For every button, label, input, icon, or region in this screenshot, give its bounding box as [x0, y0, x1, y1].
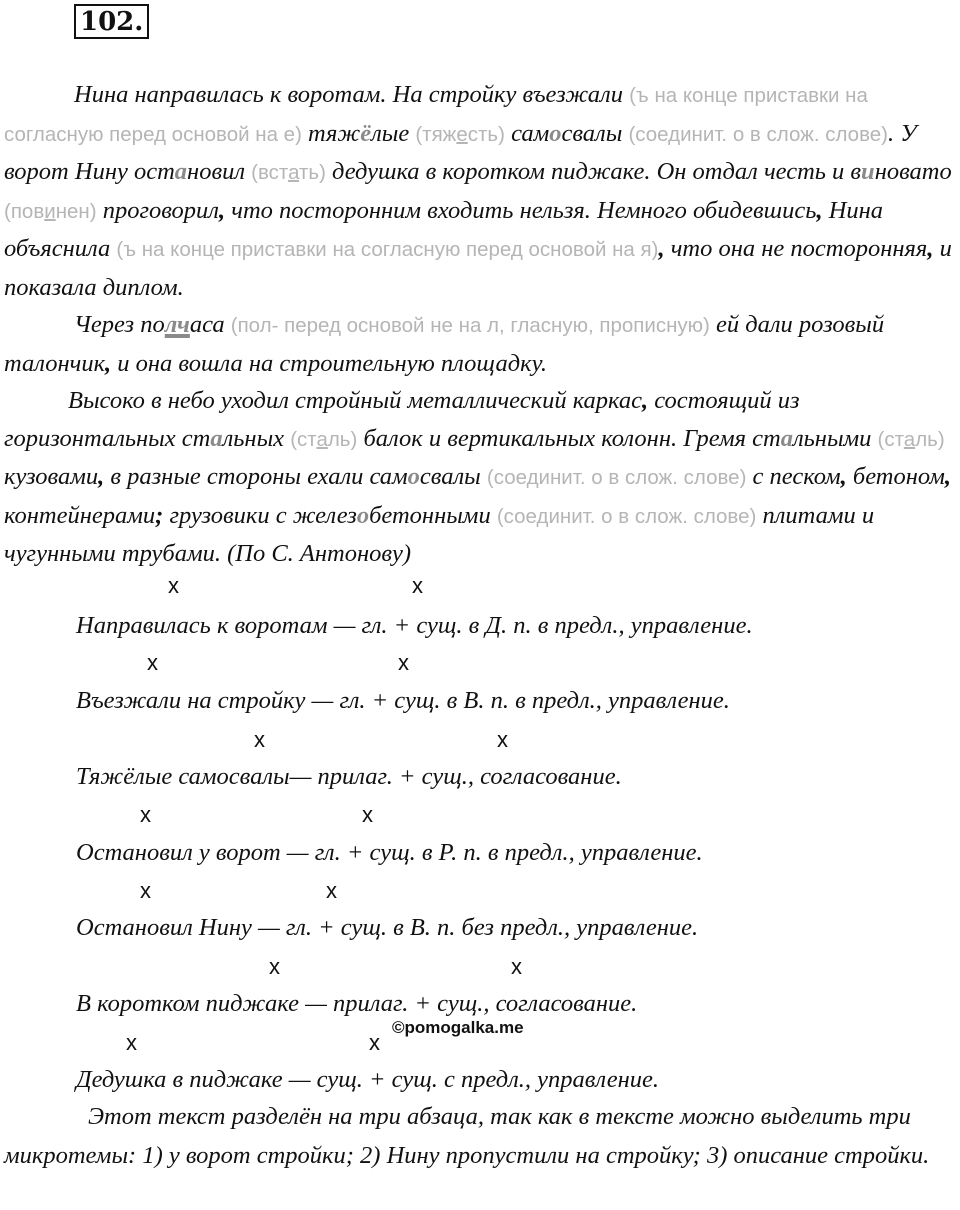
note-part: (пов — [4, 199, 45, 223]
text-fragment: в разные стороны ехали сам — [104, 463, 408, 490]
text-fragment: дедушка в коротком пиджаке. Он отдал честь и в — [325, 158, 862, 185]
text-fragment: аса — [189, 311, 231, 338]
x-mark: x — [140, 878, 151, 903]
highlighted-letter: а — [210, 424, 223, 452]
x-mark: x — [326, 878, 337, 903]
highlighted-letter: о — [549, 119, 562, 147]
text-fragment: тяж — [301, 119, 361, 147]
text-fragment: бетонными — [369, 501, 497, 529]
text-fragment: лые — [371, 119, 416, 147]
x-mark: x — [168, 573, 179, 598]
text-fragment: новил — [187, 158, 252, 185]
spelling-note: (ъ на конце приставки на согласную перед основой на я) — [116, 238, 659, 261]
text-fragment: проговорил — [96, 196, 219, 224]
text-fragment: ясн — [40, 235, 75, 262]
text-fragment: что она не посторонняя — [664, 235, 928, 262]
note-letter: а — [903, 427, 916, 451]
phrase-line: Остановил у ворот — гл. + сущ. в Р. п. в предл., управление. — [76, 839, 703, 866]
text-fragment: льными — [792, 424, 878, 452]
phrase-line: В коротком пиджаке — прилаг. + сущ., согласование. — [76, 990, 638, 1017]
note-part: нен) — [55, 199, 97, 223]
paragraph-1 — [4, 76, 960, 306]
text-fragment: бетоном — [846, 463, 945, 490]
text-fragment: сам — [504, 119, 550, 147]
punctuation-mark: , — [105, 349, 112, 377]
x-mark: x — [269, 954, 280, 979]
punctuation-mark: , — [98, 463, 105, 490]
text-fragment: ей дали розовый талончик — [4, 311, 885, 377]
exercise-text — [4, 76, 960, 573]
text-fragment: Высоко в небо уходил стройный металлический каркас — [68, 387, 643, 414]
phrase-line: Тяжёлые самосвалы— прилаг. + сущ., согласование. — [76, 763, 622, 790]
text-fragment: свалы — [561, 119, 629, 147]
spelling-note: (соединит. о в слож. слове) — [496, 504, 757, 528]
x-mark: x — [369, 1030, 380, 1055]
text-fragment: и она вошла на строительную площадку. — [111, 349, 548, 377]
spelling-note: (ъ на конце приставки на согласную перед основой на е) — [4, 84, 868, 146]
highlighted-letter: а — [174, 158, 188, 185]
phrase-line: Дедушка в пиджаке — сущ. + сущ. с предл., управление. — [76, 1066, 659, 1093]
x-mark: x — [147, 650, 158, 675]
x-mark: x — [412, 573, 423, 598]
x-mark: x — [398, 650, 409, 675]
punctuation-mark: , — [816, 196, 823, 224]
punctuation-mark: , — [944, 463, 951, 490]
watermark: ©pomogalka.me — [392, 1018, 524, 1037]
text-fragment: контейнерами — [4, 501, 156, 529]
text-fragment: свалы — [419, 463, 487, 490]
text-fragment: кузовами — [4, 463, 99, 490]
highlighted-letter: о — [407, 463, 420, 490]
x-mark: x — [362, 802, 373, 827]
highlighted-letter: о — [356, 501, 370, 529]
text-fragment: и показала диплом. — [4, 235, 952, 301]
text-fragment: льных — [222, 424, 291, 452]
text-fragment: Через по — [74, 311, 165, 338]
phrase-line: Направилась к воротам — гл. + сущ. в Д. п. в предл., управление. — [76, 612, 753, 639]
spelling-note — [415, 123, 505, 146]
spelling-note — [290, 428, 357, 451]
x-mark: x — [254, 727, 265, 752]
paragraph-2 — [4, 306, 960, 382]
spelling-note — [878, 428, 945, 451]
exercise-number: 102. — [74, 4, 149, 39]
note-part: ль) — [327, 427, 358, 451]
highlighted-letter: и — [861, 158, 875, 185]
note-part: (ст — [290, 427, 317, 451]
text-fragment: новато — [874, 158, 952, 185]
punctuation-mark: , — [642, 387, 649, 414]
spelling-note — [251, 161, 326, 184]
punctuation-mark: , — [840, 463, 847, 490]
punctuation-mark: , — [658, 235, 665, 262]
spelling-note: (соединит. о в слож. слове) — [628, 122, 888, 146]
x-mark: x — [140, 802, 151, 827]
phrase-line: Остановил Нину — гл. + сущ. в В. п. без предл., управление. — [76, 914, 699, 941]
text-fragment: что посторонним входить нельзя. Немного обидевшись — [225, 196, 817, 224]
x-mark: x — [497, 727, 508, 752]
note-letter: а — [288, 161, 300, 184]
spelling-note: (пол- перед основой не на л, гласную, прописную) — [230, 314, 710, 337]
conclusion-text: Этот текст разделён на три абзаца, так как в тексте можно выделить три микротемы: 1) у ворот стройки; 2) Нину пропустили на стройку; 3) описание стройки. — [4, 1103, 930, 1169]
text-fragment: Нина объ — [4, 196, 884, 262]
punctuation-mark: , — [219, 196, 226, 224]
text-fragment: балок и вертикальных колонн. Гремя ст — [357, 424, 781, 452]
spelling-note: (соединит. о в слож. слове) — [486, 466, 747, 489]
note-part: (вст — [251, 161, 289, 184]
text-fragment: езжали — [545, 81, 623, 108]
note-letter: е — [456, 122, 468, 146]
text-fragment: плитами и чугунными трубами. (По С. Антонову) — [4, 501, 875, 567]
highlighted-letter: а — [780, 424, 793, 452]
punctuation-mark: , — [927, 235, 934, 262]
note-letter: а — [316, 427, 328, 451]
text-fragment: грузовики с желез — [163, 501, 357, 529]
conclusion — [4, 1097, 954, 1175]
note-part: ть) — [299, 161, 326, 184]
text-fragment: состоящий из горизонтальных ст — [4, 387, 800, 452]
text-fragment: Нина направилась к воротам. На стройку въ — [74, 81, 546, 108]
text-fragment: . У ворот Нину ост — [4, 119, 917, 185]
note-letter: и — [44, 199, 56, 223]
text-fragment: с песком — [746, 463, 841, 490]
phrase-line: Въезжали на стройку — гл. + сущ. в В. п. в предл., управление. — [76, 687, 730, 714]
note-part: (тяж — [415, 122, 457, 146]
paragraph-3 — [4, 382, 960, 573]
note-part: (ст — [877, 427, 904, 451]
punctuation-mark: ; — [155, 501, 164, 529]
highlighted-letters: лч — [164, 311, 190, 338]
spelling-note — [4, 200, 97, 223]
x-mark: x — [126, 1030, 137, 1055]
x-mark: x — [511, 954, 522, 979]
text-fragment: ила — [74, 235, 117, 262]
note-part: сть) — [467, 122, 505, 146]
highlighted-letter: ё — [360, 119, 372, 147]
note-part: ль) — [915, 427, 945, 451]
